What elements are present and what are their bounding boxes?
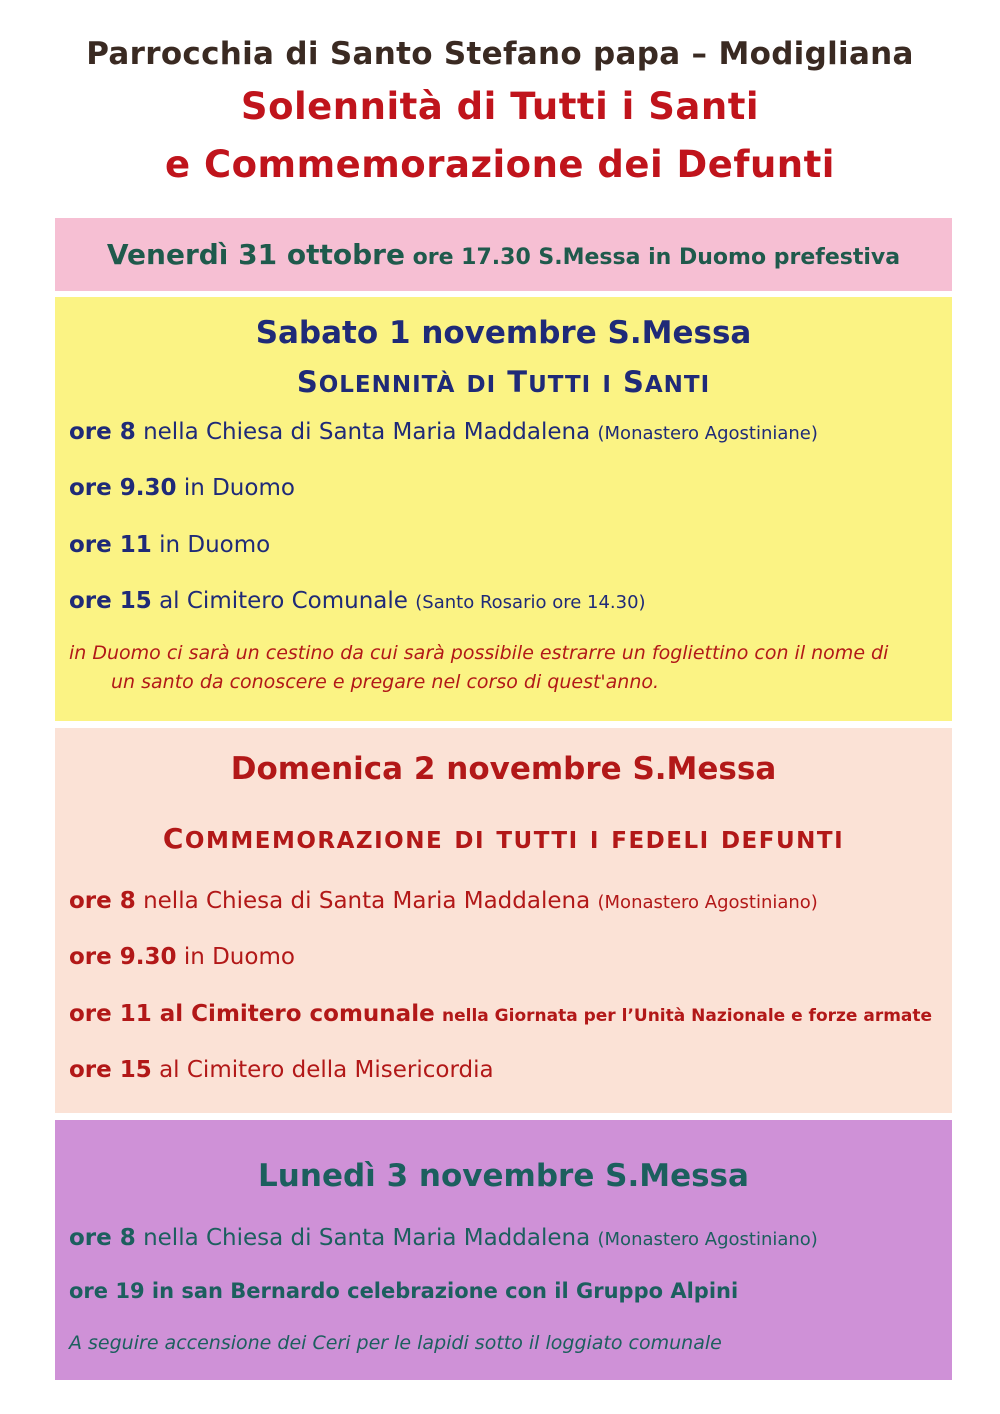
mass-place: in Duomo — [183, 475, 295, 501]
mass-time: ore 11 — [69, 532, 152, 558]
mass-place: al Cimitero Comunale — [159, 588, 408, 614]
monday-note: A seguire accensione dei Ceri per le lapidi sotto il loggiato comunale — [69, 1332, 722, 1354]
sunday-mass-2 — [69, 944, 295, 970]
sunday-subtitle — [55, 822, 952, 855]
mass-time: ore 8 — [69, 888, 136, 914]
friday-day: Venerdì 31 ottobre — [106, 238, 405, 271]
mass-time: ore 8 — [69, 1225, 136, 1251]
mass-extra: (Santo Rosario ore 14.30) — [415, 592, 646, 613]
sunday-title: Domenica 2 novembre S.Messa — [230, 751, 777, 787]
saturday-note — [69, 639, 939, 697]
note-line: in Duomo ci sarà un cestino da cui sarà possibile estrarre un fogliettino con il nome di — [69, 642, 889, 664]
mass-extra: (Monastero Agostiniano) — [597, 1229, 818, 1250]
mass-extra: (Monastero Agostiniane) — [597, 423, 818, 444]
saturday-mass-3 — [69, 532, 270, 558]
mass-time: ore 15 — [69, 588, 152, 614]
mass-place: nella Chiesa di Santa Maria Maddalena — [143, 888, 591, 914]
subtitle-word: TUTTI — [507, 365, 592, 399]
event-title-line2: e Commemorazione dei Defunti — [165, 143, 835, 186]
subtitle-word: I — [589, 828, 600, 854]
mass-time: ore 9.30 — [69, 944, 177, 970]
saturday-mass-1 — [69, 419, 818, 445]
subtitle-word: SANTI — [622, 365, 711, 399]
page-header — [0, 30, 1000, 194]
subtitle-word: FEDELI — [611, 828, 710, 854]
sunday-mass-3 — [69, 1001, 932, 1027]
subtitle-word: TUTTI — [496, 828, 579, 854]
subtitle-word: DEFUNTI — [720, 828, 845, 854]
friday-line — [55, 238, 952, 271]
mass-time: ore 15 — [69, 1057, 152, 1083]
note-line: un santo da conoscere e pregare nel corso di quest'anno. — [111, 671, 660, 693]
monday-section — [55, 1120, 952, 1380]
subtitle-word: SOLENNITÀ — [296, 365, 456, 399]
event-title-line1: Solennità di Tutti i Santi — [240, 85, 760, 128]
monday-title: Lunedì 3 novembre S.Messa — [258, 1158, 749, 1194]
mass-place: al Cimitero della Misericordia — [159, 1057, 494, 1083]
monday-mass-2: ore 19 in san Bernardo celebrazione con il Gruppo Alpini — [69, 1279, 739, 1303]
subtitle-word: COMMEMORAZIONE — [162, 822, 444, 855]
sunday-section — [55, 728, 952, 1113]
subtitle-word: DI — [454, 828, 486, 854]
saturday-mass-4 — [69, 588, 646, 614]
saturday-mass-2 — [69, 475, 295, 501]
mass-extra: nella Giornata per l’Unità Nazionale e forze armate — [442, 1006, 933, 1026]
parish-name: Parrocchia di Santo Stefano papa – Modigliana — [86, 36, 914, 72]
monday-mass-1 — [69, 1225, 818, 1251]
saturday-subtitle — [55, 365, 952, 399]
mass-time: ore 11 al Cimitero comunale — [69, 1001, 435, 1027]
mass-place: in Duomo — [159, 532, 271, 558]
saturday-title: Sabato 1 novembre S.Messa — [255, 315, 752, 351]
friday-section — [55, 218, 952, 291]
mass-place: in Duomo — [183, 944, 295, 970]
mass-place: nella Chiesa di Santa Maria Maddalena — [143, 419, 591, 445]
subtitle-word: DI — [466, 372, 497, 398]
subtitle-word: I — [602, 372, 612, 398]
sunday-mass-1 — [69, 888, 818, 914]
sunday-mass-4 — [69, 1057, 494, 1083]
mass-time: ore 9.30 — [69, 475, 177, 501]
mass-extra: (Monastero Agostiniano) — [597, 892, 818, 913]
mass-time: ore 8 — [69, 419, 136, 445]
mass-place: nella Chiesa di Santa Maria Maddalena — [143, 1225, 591, 1251]
saturday-section — [55, 297, 952, 721]
friday-detail: ore 17.30 S.Messa in Duomo prefestiva — [412, 245, 901, 270]
